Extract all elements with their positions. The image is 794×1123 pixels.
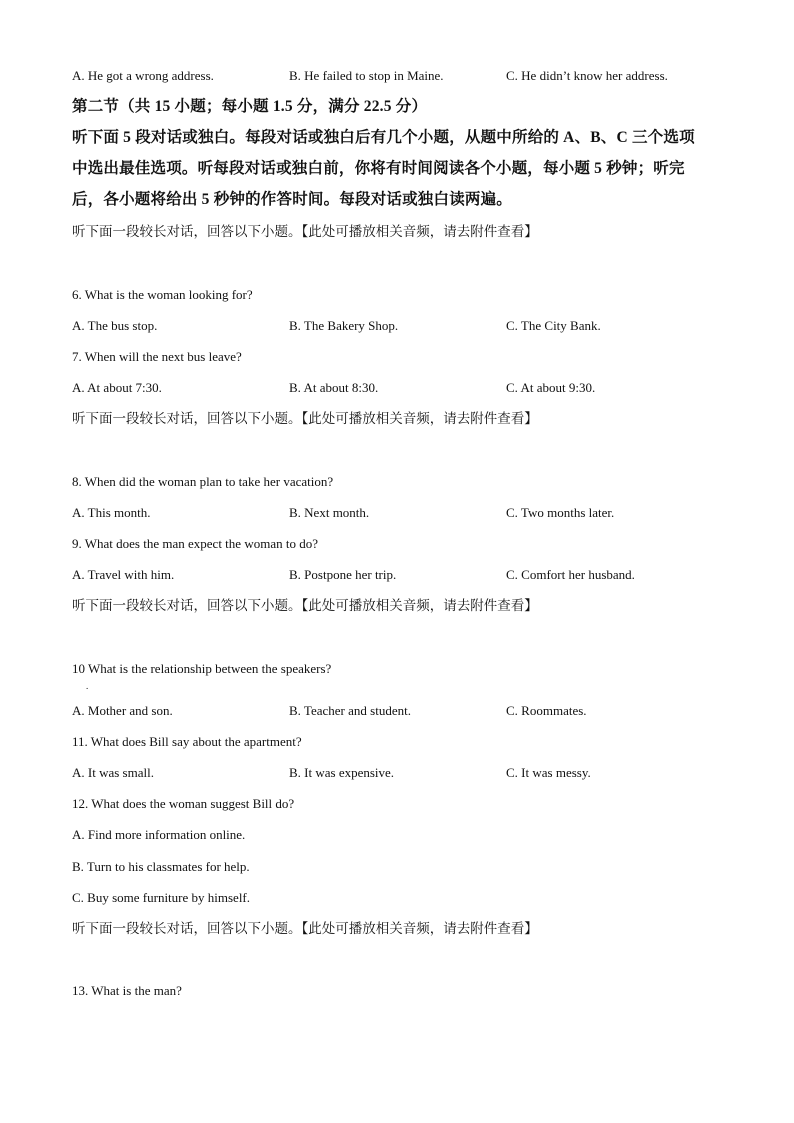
q9-option-c: C. Comfort her husband.	[506, 567, 635, 582]
q8-option-c: C. Two months later.	[506, 505, 615, 520]
q6-option-b: B. The Bakery Shop.	[289, 318, 399, 333]
q12-option-a: A. Find more information online.	[72, 827, 246, 842]
q10-option-a: A. Mother and son.	[72, 703, 173, 718]
q9-option-b: B. Postpone her trip.	[289, 567, 397, 582]
question-8: 8. When did the woman plan to take her vacation?	[72, 474, 334, 489]
q7-option-c: C. At about 9:30.	[506, 380, 596, 395]
q10-option-c: C. Roommates.	[506, 703, 587, 718]
q11-option-c: C. It was messy.	[506, 765, 591, 780]
question-6: 6. What is the woman looking for?	[72, 287, 253, 302]
q7-option-b: B. At about 8:30.	[289, 380, 379, 395]
q11-option-b: B. It was expensive.	[289, 765, 395, 780]
q11-option-a: A. It was small.	[72, 765, 154, 780]
question-9: 9. What does the man expect the woman to do?	[72, 536, 318, 551]
q5-option-b: B. He failed to stop in Maine.	[289, 68, 444, 83]
listen-prompt-3: 听下面一段较长对话，回答以下小题。【此处可播放相关音频，请去附件查看】	[72, 598, 538, 613]
q9-option-a: A. Travel with him.	[72, 567, 175, 582]
section2-instructions-line2: 中选出最佳选项。听每段对话或独白前，你将有时间阅读各个小题，每小题 5 秒钟；听完	[72, 160, 685, 177]
question-10: 10 What is the relationship between the speakers?	[72, 661, 332, 676]
listen-prompt-1: 听下面一段较长对话，回答以下小题。【此处可播放相关音频，请去附件查看】	[72, 224, 538, 239]
listen-prompt-4: 听下面一段较长对话，回答以下小题。【此处可播放相关音频，请去附件查看】	[72, 921, 538, 936]
q10-option-b: B. Teacher and student.	[289, 703, 411, 718]
q6-option-c: C. The City Bank.	[506, 318, 601, 333]
q5-option-a: A. He got a wrong address.	[72, 68, 214, 83]
listen-prompt-2: 听下面一段较长对话，回答以下小题。【此处可播放相关音频，请去附件查看】	[72, 411, 538, 426]
section2-instructions-line1: 听下面 5 段对话或独白。每段对话或独白后有几个小题，从题中所给的 A、B、C 三个选项	[72, 129, 695, 146]
q8-option-a: A. This month.	[72, 505, 151, 520]
stray-dot-mark: .	[86, 681, 89, 691]
question-13: 13. What is the man?	[72, 983, 182, 998]
q12-option-b: B. Turn to his classmates for help.	[72, 859, 250, 874]
question-7: 7. When will the next bus leave?	[72, 349, 242, 364]
question-11: 11. What does Bill say about the apartment?	[72, 734, 302, 749]
q5-option-c: C. He didn’t know her address.	[506, 68, 668, 83]
question-12: 12. What does the woman suggest Bill do?	[72, 796, 295, 811]
section2-instructions-line3: 后，各小题将给出 5 秒钟的作答时间。每段对话或独白读两遍。	[72, 191, 513, 208]
q12-option-c: C. Buy some furniture by himself.	[72, 890, 251, 905]
q7-option-a: A. At about 7:30.	[72, 380, 162, 395]
q8-option-b: B. Next month.	[289, 505, 370, 520]
section2-title: 第二节（共 15 小题；每小题 1.5 分，满分 22.5 分）	[72, 98, 428, 115]
q6-option-a: A. The bus stop.	[72, 318, 158, 333]
